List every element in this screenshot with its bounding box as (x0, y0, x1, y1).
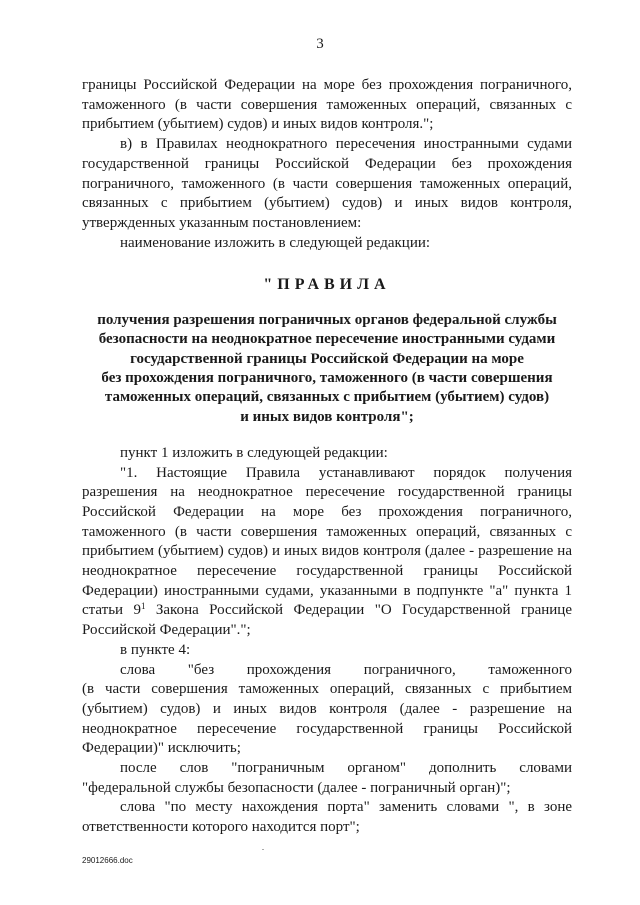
paragraph-b: в) в Правилах неоднократного пересечения иностранными судами государственной границы Российской Федерации без прохождения пограничного, таможенного (в части совершения таможенных операций, связанных с прибытием (убытием) судов) и иных видов контроля, утвержденных указанным постановлением: (82, 136, 572, 231)
subtitle-line: таможенных операций, связанных с прибытием (убытием) судов) (104, 389, 550, 406)
subtitle-line: получения разрешения пограничных органов федеральной службы (97, 312, 557, 329)
subtitle-line: без прохождения пограничного, таможенного (в части совершения (101, 369, 553, 386)
footer-mark: . (262, 843, 264, 852)
document-body (82, 76, 572, 838)
rules-subtitle (82, 311, 572, 427)
paragraph-port: слова "по месту нахождения порта" заменить словами ", в зоне ответственности которого находится порт"; (82, 799, 572, 836)
paragraph-point1-rest (82, 483, 572, 641)
intro-line-1: границы Российской Федерации на море без прохождения пограничного, (82, 77, 572, 93)
subtitle-line: и иных видов контроля"; (240, 408, 414, 425)
paragraph-point1-intro: пункт 1 изложить в следующей редакции: (120, 444, 388, 461)
subtitle-line: государственной границы Российской Федерации на море (130, 350, 524, 367)
paragraph-point1-line-1: "1. Настоящие Правила устанавливают порядок получения (120, 464, 572, 481)
point1-text-after: Закона Российской Федерации "О Государственной границе Российской Федерации"."; (82, 602, 572, 639)
paragraph-after-line-1: после слов "пограничным органом" дополнить словами (120, 760, 572, 777)
subtitle-line: безопасности на неоднократное пересечение иностранными судами (98, 331, 556, 348)
point1-text-before: разрешения на неоднократное пересечение государственной границы Российской Федерации на море без прохождения пограничного, таможенного (в части совершения таможенных операций, связанных с прибытием (убытием) судов) и иных видов контроля (далее - разрешение на неоднократное пересечение государственной границы Российской Федерации) иностранными судами, указанными в подпункте "а" пункта 1 статьи 9 (82, 484, 572, 619)
intro-rest: таможенного (в части совершения таможенных операций, связанных с прибытием (убытием) судов) и иных видов контроля."; (82, 96, 572, 133)
paragraph-words-rest: (в части совершения таможенных операций, связанных с прибытием (убытием) судов) и иных видов контроля (далее - разрешение на неоднократное пересечение государственной границы Российской Федерации)" исключить; (82, 681, 572, 757)
paragraph-point4-intro: в пункте 4: (120, 641, 191, 658)
paragraph-words-line-1: слова "без прохождения пограничного, таможенного (120, 661, 572, 678)
paragraph-after-rest: "федеральной службы безопасности (далее - пограничный орган)"; (82, 779, 511, 796)
footer-filename: 29012666.doc (82, 856, 133, 865)
paragraph-name: наименование изложить в следующей редакции: (120, 234, 431, 251)
rules-title: "ПРАВИЛА (263, 276, 391, 294)
page-number: 3 (316, 36, 324, 52)
superscript-mark: 1 (140, 601, 146, 612)
